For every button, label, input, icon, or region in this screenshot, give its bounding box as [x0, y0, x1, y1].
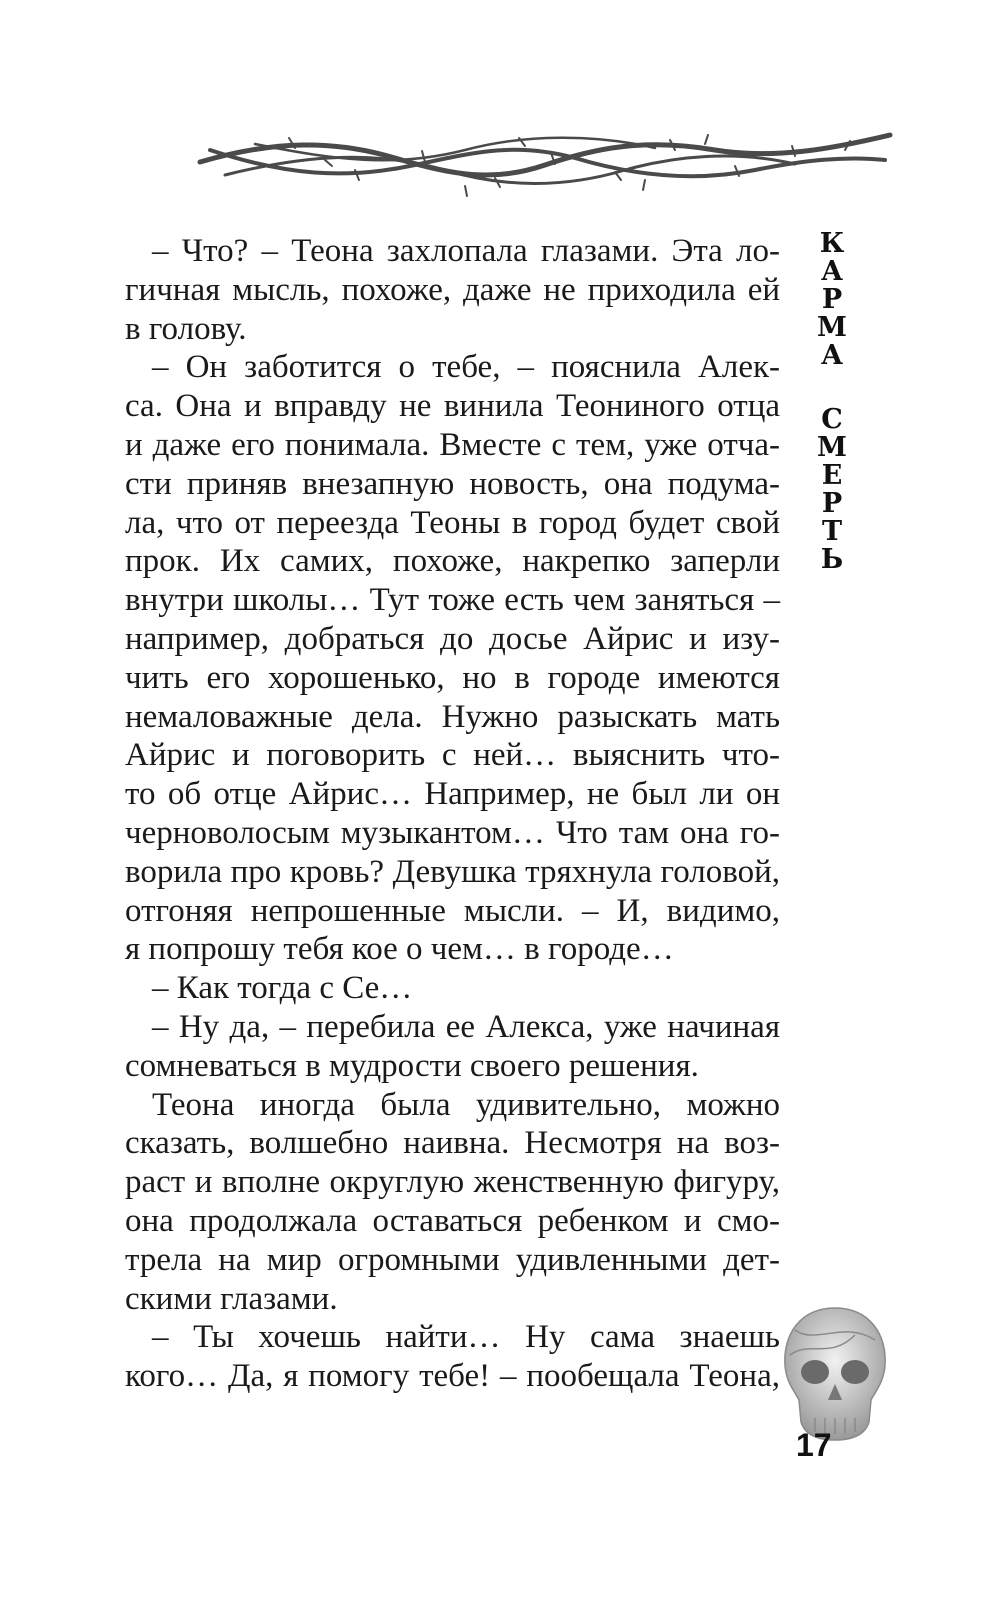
- text-line: она продолжала оставаться ребенком и смо-: [125, 1202, 780, 1239]
- text-line: сомневаться в мудрости своего решения.: [125, 1047, 699, 1084]
- text-line: Теона иногда была удивительно, можно: [152, 1086, 780, 1123]
- title-letter: Ь: [820, 544, 844, 575]
- skull-icon: [775, 1300, 895, 1460]
- text-line: ла, что от переезда Теоны в город будет свой: [125, 504, 780, 541]
- text-line: немаловажные дела. Нужно разыскать мать: [125, 698, 780, 735]
- text-line: трела на мир огромными удивленными дет-: [125, 1241, 780, 1278]
- text-line: внутри школы… Тут тоже есть чем заняться –: [125, 582, 780, 619]
- title-gap: [812, 370, 852, 406]
- text-line: гичная мысль, похоже, даже не приходила ей: [125, 271, 780, 308]
- text-line: – Как тогда с Се…: [152, 970, 413, 1007]
- title-letter: С: [821, 404, 843, 435]
- text-line: ворила про кровь? Девушка тряхнула головой,: [125, 853, 780, 890]
- text-line: то об отце Айрис… Например, не был ли он: [125, 776, 780, 813]
- text-line: – Он заботится о тебе, – пояснила Алек-: [152, 349, 780, 386]
- title-letter: Е: [821, 460, 843, 491]
- title-letter: А: [821, 340, 843, 371]
- text-line: – Ну да, – перебила ее Алекса, уже начиная: [152, 1008, 780, 1045]
- title-letter: Т: [821, 516, 843, 547]
- title-letter: Р: [821, 284, 843, 315]
- running-title: [812, 230, 852, 574]
- page-number: 17: [796, 1427, 832, 1463]
- text-line: отгоняя непрошенные мысли. – И, видимо,: [125, 892, 780, 929]
- text-line: прок. Их самих, похоже, накрепко заперли: [125, 543, 780, 580]
- text-line: раст и вполне округлую женственную фигуру,: [125, 1164, 780, 1201]
- title-letter: К: [819, 228, 845, 259]
- text-line: скими глазами.: [125, 1280, 338, 1317]
- text-line: – Ты хочешь найти… Ну сама знаешь: [152, 1319, 780, 1356]
- title-letter: М: [817, 432, 847, 463]
- text-line: сказать, волшебно наивна. Несмотря на воз-: [125, 1125, 780, 1162]
- text-line: и даже его понимала. Вместе с тем, уже отча-: [125, 426, 780, 463]
- text-line: например, добраться до досье Айрис и изу-: [125, 620, 780, 657]
- thorn-vine-icon: [195, 120, 895, 205]
- text-line: сти приняв внезапную новость, она подума-: [125, 465, 780, 502]
- text-line: в голову.: [125, 310, 247, 347]
- text-line: я попрошу тебя кое о чем… в городе…: [125, 931, 674, 968]
- text-line: са. Она и вправду не винила Теониного отца: [125, 388, 780, 425]
- title-letter: Р: [821, 488, 843, 519]
- page-text: [125, 232, 780, 1396]
- text-line: черноволосым музыкантом… Что там она го-: [125, 814, 780, 851]
- text-line: Айрис и поговорить с ней… выяснить что-: [125, 737, 780, 774]
- text-line: чить его хорошенько, но в городе имеются: [125, 659, 780, 696]
- text-line: кого… Да, я помогу тебе! – пообещала Теона,: [125, 1358, 780, 1395]
- text-line: – Что? – Теона захлопала глазами. Эта ло-: [152, 233, 780, 269]
- title-letter: М: [817, 312, 847, 343]
- title-letter: А: [821, 256, 843, 287]
